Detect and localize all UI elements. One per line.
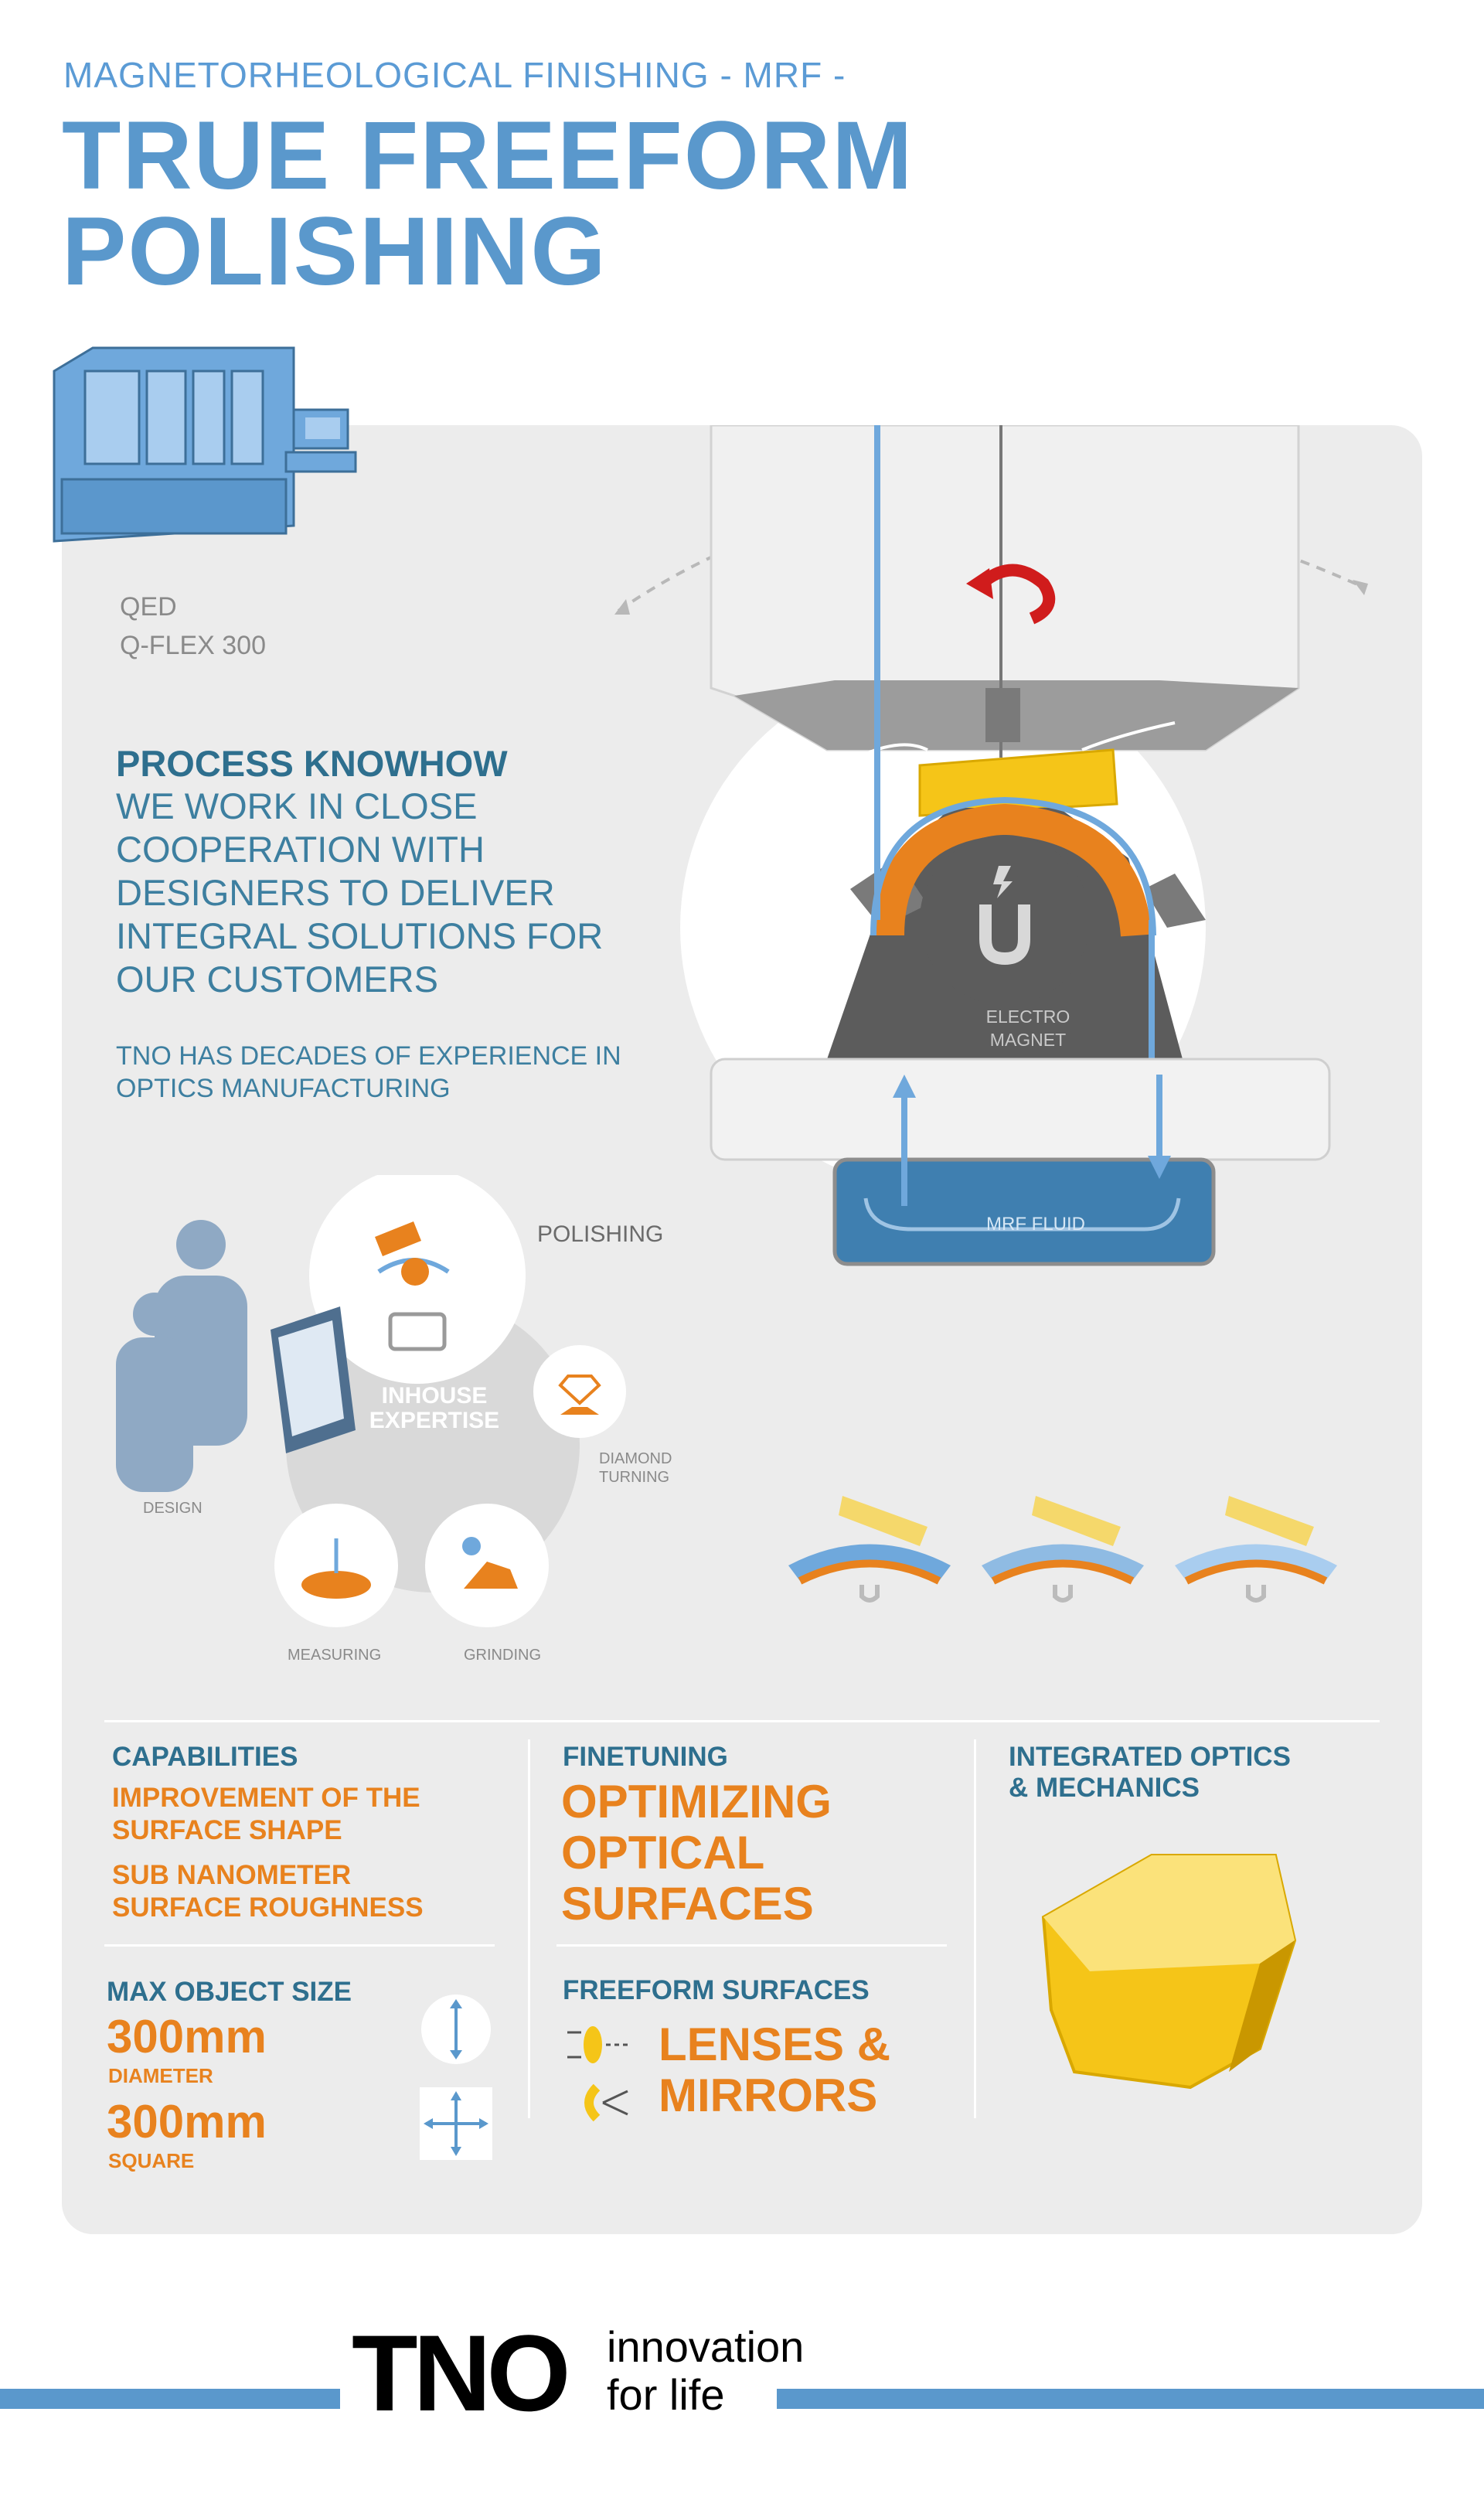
page-subtitle: MAGNETORHEOLOGICAL FINISHING - MRF -: [63, 55, 846, 95]
polishing-label: POLISHING: [537, 1221, 664, 1247]
capability-roughness: [112, 1859, 424, 1924]
column-divider-1: [528, 1739, 530, 2118]
grinding-label: GRINDING: [464, 1647, 541, 1664]
mirror-icon: [589, 2087, 628, 2118]
finetuning-divider: [556, 1944, 947, 1947]
capabilities-divider: [104, 1944, 495, 1947]
page-title: [62, 102, 914, 305]
diameter-value: 300mm: [107, 2011, 267, 2063]
capability-shape: [112, 1782, 420, 1847]
capability-2-line-2: SURFACE ROUGHNESS: [112, 1892, 424, 1923]
footer-bar-right: [777, 2389, 1484, 2409]
section-divider: [104, 1720, 1380, 1722]
fluid-tank: [835, 1160, 1213, 1264]
machine-line-2: Q-FLEX 300: [120, 631, 266, 660]
column-divider-2: [974, 1739, 976, 2118]
mrf-diagram: [603, 425, 1376, 1337]
capabilities-heading: CAPABILITIES: [112, 1742, 298, 1772]
footer-tagline: [607, 2323, 804, 2419]
process-heading: PROCESS KNOWHOW: [116, 743, 508, 784]
surface-stages: [781, 1484, 1368, 1639]
surface-stage-smooth: [1175, 1496, 1337, 1600]
tagline-line-1: innovation: [607, 2322, 805, 2371]
integrated-line-1: INTEGRATED OPTICS: [1009, 1742, 1291, 1772]
freeform-line-2: MIRRORS: [659, 2069, 878, 2121]
freeform-optic: [1028, 1840, 1322, 2103]
expertise-line-2: EXPERTISE: [369, 1408, 500, 1433]
expertise-center-label: [357, 1384, 512, 1433]
base-plate: [711, 1059, 1329, 1160]
title-line-1: TRUE FREEFORM: [62, 102, 914, 210]
footer-bar-left: [0, 2389, 340, 2409]
tagline-line-2: for life: [607, 2370, 725, 2419]
finetuning-text: [561, 1777, 832, 1930]
capability-2-line-1: SUB NANOMETER: [112, 1860, 352, 1890]
size-icons: [417, 1995, 495, 2165]
surface-stage-smoother: [982, 1496, 1144, 1600]
machine-illustration: [46, 340, 371, 572]
lens-icon: [567, 2026, 628, 2063]
electromagnet-label: [958, 1005, 1098, 1051]
capability-1-line-1: IMPROVEMENT OF THE: [112, 1783, 420, 1813]
tno-logo: TNO: [352, 2312, 567, 2434]
finetuning-heading: FINETUNING: [563, 1742, 728, 1772]
electro-line-2: MAGNET: [989, 1030, 1067, 1050]
diamond-line-1: DIAMOND: [599, 1450, 672, 1467]
process-note: TNO HAS DECADES OF EXPERIENCE IN OPTICS MANUFACTURING: [116, 1041, 621, 1103]
title-line-2: POLISHING: [62, 198, 608, 305]
fluid-label: MRF FLUID: [986, 1214, 1085, 1235]
capability-1-line-2: SURFACE SHAPE: [112, 1815, 342, 1845]
process-body: WE WORK IN CLOSE COOPERATION WITH DESIGNERS TO DELIVER INTEGRAL SOLUTIONS FOR OUR CUSTOMERS: [116, 785, 604, 1000]
electro-line-1: ELECTRO: [985, 1007, 1070, 1027]
square-value: 300mm: [107, 2096, 267, 2148]
finetuning-line-1: OPTIMIZING: [561, 1776, 832, 1828]
diameter-label: DIAMETER: [108, 2064, 213, 2087]
freeform-heading: FREEFORM SURFACES: [563, 1975, 870, 2005]
surface-stage-rough: [788, 1496, 951, 1600]
freeform-line-1: LENSES &: [659, 2018, 891, 2070]
expertise-line-1: INHOUSE: [381, 1383, 488, 1409]
freeform-text: [659, 2019, 890, 2121]
diamond-node: [533, 1345, 626, 1438]
integrated-heading: [1009, 1742, 1291, 1804]
machine-name: [120, 588, 266, 665]
finetuning-line-2: OPTICAL: [561, 1827, 765, 1879]
measuring-label: MEASURING: [288, 1647, 382, 1664]
diamond-line-2: TURNING: [599, 1469, 670, 1486]
integrated-line-2: & MECHANICS: [1009, 1773, 1200, 1803]
freeform-icons: [566, 2022, 635, 2130]
square-label: SQUARE: [108, 2149, 195, 2172]
size-heading: MAX OBJECT SIZE: [107, 1977, 352, 2007]
finetuning-line-3: SURFACES: [561, 1878, 814, 1930]
machine-line-1: QED: [120, 592, 177, 622]
design-label: DESIGN: [143, 1500, 203, 1517]
diamond-turning-label: [599, 1449, 672, 1487]
